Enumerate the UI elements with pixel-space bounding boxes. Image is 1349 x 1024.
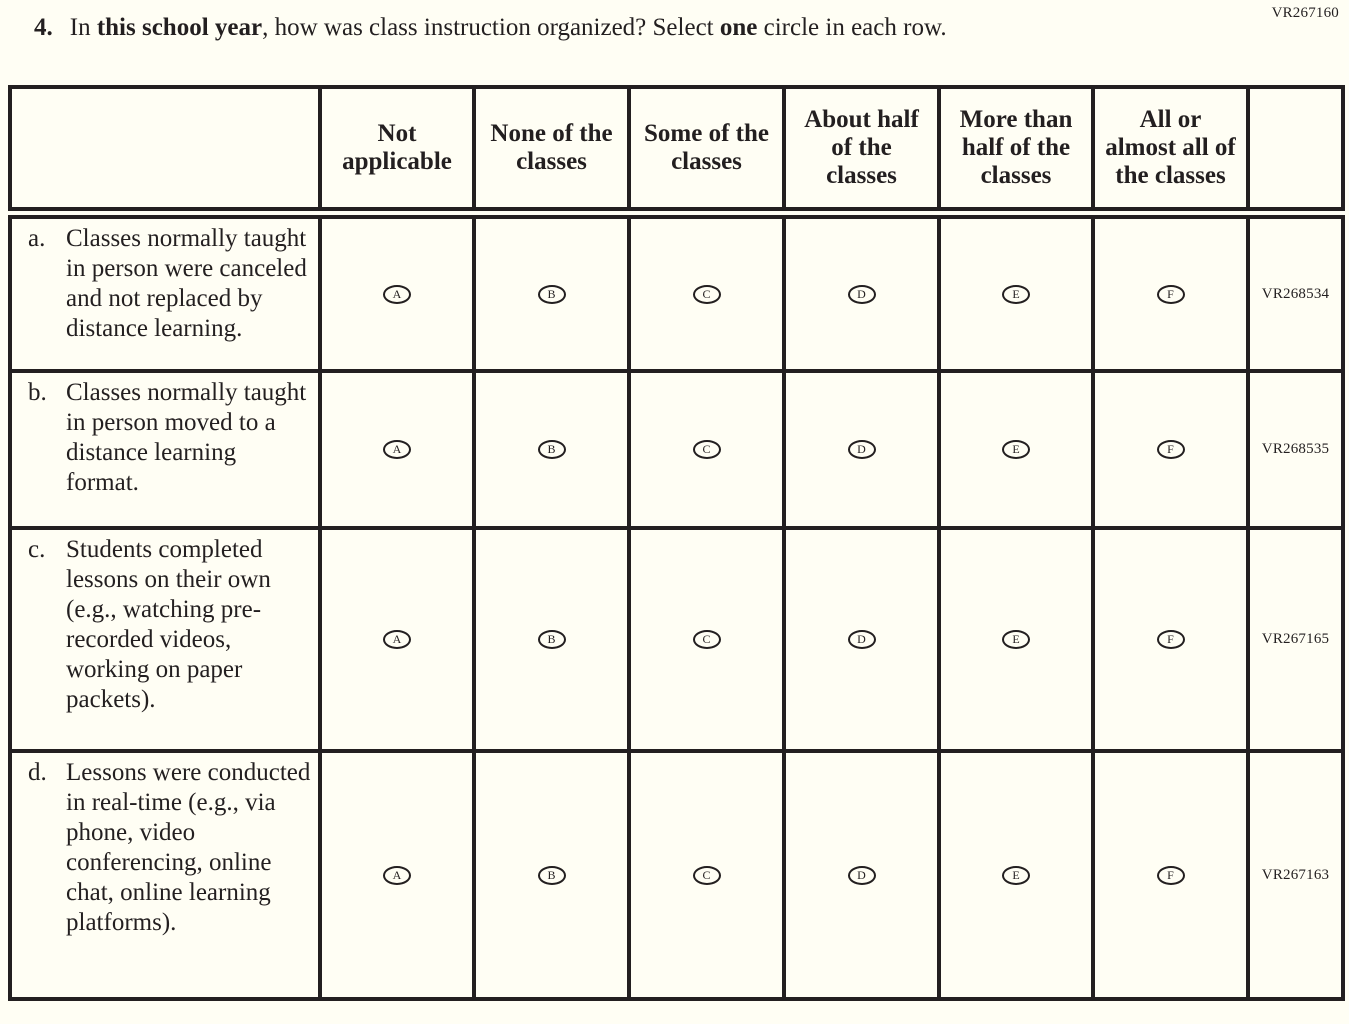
column-header-about-half: About half of the classes bbox=[784, 87, 939, 213]
row-code: VR268535 bbox=[1248, 371, 1343, 528]
row-statement: Classes normally taught in person moved to a distance learning format. bbox=[66, 379, 307, 496]
response-bubble[interactable]: F bbox=[1157, 866, 1185, 885]
option-cell bbox=[939, 213, 1093, 371]
response-bubble[interactable]: A bbox=[383, 630, 411, 649]
option-cell bbox=[939, 528, 1093, 751]
option-cell bbox=[1093, 371, 1248, 528]
column-header-more-than-half: More than half of the classes bbox=[939, 87, 1093, 213]
option-cell bbox=[939, 371, 1093, 528]
row-label bbox=[10, 371, 320, 528]
column-header-all: All or almost all of the classes bbox=[1093, 87, 1248, 213]
response-bubble[interactable]: C bbox=[693, 285, 721, 304]
row-letter: a. bbox=[28, 225, 46, 252]
option-cell bbox=[939, 751, 1093, 999]
option-cell bbox=[629, 213, 784, 371]
option-cell bbox=[784, 751, 939, 999]
response-bubble[interactable]: C bbox=[693, 440, 721, 459]
row-label bbox=[10, 751, 320, 999]
column-header-none: None of the classes bbox=[474, 87, 629, 213]
question-part: , how was class instruction organized? Select bbox=[262, 14, 720, 41]
response-bubble[interactable]: D bbox=[848, 440, 876, 459]
response-bubble[interactable]: B bbox=[538, 440, 566, 459]
table-row-c bbox=[10, 528, 1343, 751]
question-text bbox=[34, 14, 947, 42]
header-row bbox=[10, 87, 1343, 213]
question-part: circle in each row. bbox=[757, 14, 947, 41]
option-cell bbox=[1093, 751, 1248, 999]
response-bubble[interactable]: A bbox=[383, 285, 411, 304]
response-bubble[interactable]: F bbox=[1157, 440, 1185, 459]
question-emphasis: this school year bbox=[96, 14, 263, 41]
response-bubble[interactable]: E bbox=[1002, 440, 1030, 459]
row-letter: c. bbox=[28, 536, 46, 563]
response-bubble[interactable]: C bbox=[693, 866, 721, 885]
row-letter: d. bbox=[28, 759, 47, 786]
row-code: VR267163 bbox=[1248, 751, 1343, 999]
response-bubble[interactable]: A bbox=[383, 866, 411, 885]
response-bubble[interactable]: B bbox=[538, 285, 566, 304]
option-cell bbox=[784, 528, 939, 751]
response-bubble[interactable]: E bbox=[1002, 866, 1030, 885]
question-emphasis: one bbox=[719, 14, 758, 41]
form-code: VR267160 bbox=[1271, 5, 1339, 21]
option-cell bbox=[1093, 528, 1248, 751]
option-cell bbox=[320, 528, 474, 751]
row-statement: Lessons were conducted in real-time (e.g., via phone, video conferencing, online chat, online learning platforms). bbox=[66, 759, 311, 936]
table-row-b bbox=[10, 371, 1343, 528]
row-label-header bbox=[10, 87, 320, 213]
question-part: In bbox=[69, 14, 97, 41]
row-code: VR268534 bbox=[1248, 213, 1343, 371]
option-cell bbox=[474, 751, 629, 999]
option-cell bbox=[474, 213, 629, 371]
response-bubble[interactable]: B bbox=[538, 630, 566, 649]
response-bubble[interactable]: B bbox=[538, 866, 566, 885]
row-label bbox=[10, 213, 320, 371]
response-bubble[interactable]: E bbox=[1002, 285, 1030, 304]
table-row-a bbox=[10, 213, 1343, 371]
column-header-not-applicable: Not applicable bbox=[320, 87, 474, 213]
response-bubble[interactable]: F bbox=[1157, 630, 1185, 649]
response-bubble[interactable]: C bbox=[693, 630, 721, 649]
response-grid bbox=[8, 85, 1345, 1001]
option-cell bbox=[320, 371, 474, 528]
row-code: VR267165 bbox=[1248, 528, 1343, 751]
response-bubble[interactable]: E bbox=[1002, 630, 1030, 649]
response-bubble[interactable]: D bbox=[848, 866, 876, 885]
option-cell bbox=[784, 371, 939, 528]
option-cell bbox=[629, 528, 784, 751]
response-bubble[interactable]: D bbox=[848, 630, 876, 649]
option-cell bbox=[474, 528, 629, 751]
option-cell bbox=[320, 751, 474, 999]
question-number: 4. bbox=[34, 14, 53, 41]
row-letter: b. bbox=[28, 379, 47, 406]
row-label bbox=[10, 528, 320, 751]
code-column-header bbox=[1248, 87, 1343, 213]
option-cell bbox=[320, 213, 474, 371]
option-cell bbox=[1093, 213, 1248, 371]
table-row-d bbox=[10, 751, 1343, 999]
response-bubble[interactable]: F bbox=[1157, 285, 1185, 304]
row-statement: Classes normally taught in person were canceled and not replaced by distance learning. bbox=[66, 225, 307, 342]
option-cell bbox=[629, 371, 784, 528]
response-bubble[interactable]: A bbox=[383, 440, 411, 459]
option-cell bbox=[474, 371, 629, 528]
response-bubble[interactable]: D bbox=[848, 285, 876, 304]
column-header-some: Some of the classes bbox=[629, 87, 784, 213]
row-statement: Students completed lessons on their own (e.g., watching pre-recorded videos, working on paper packets). bbox=[66, 536, 271, 713]
option-cell bbox=[629, 751, 784, 999]
option-cell bbox=[784, 213, 939, 371]
